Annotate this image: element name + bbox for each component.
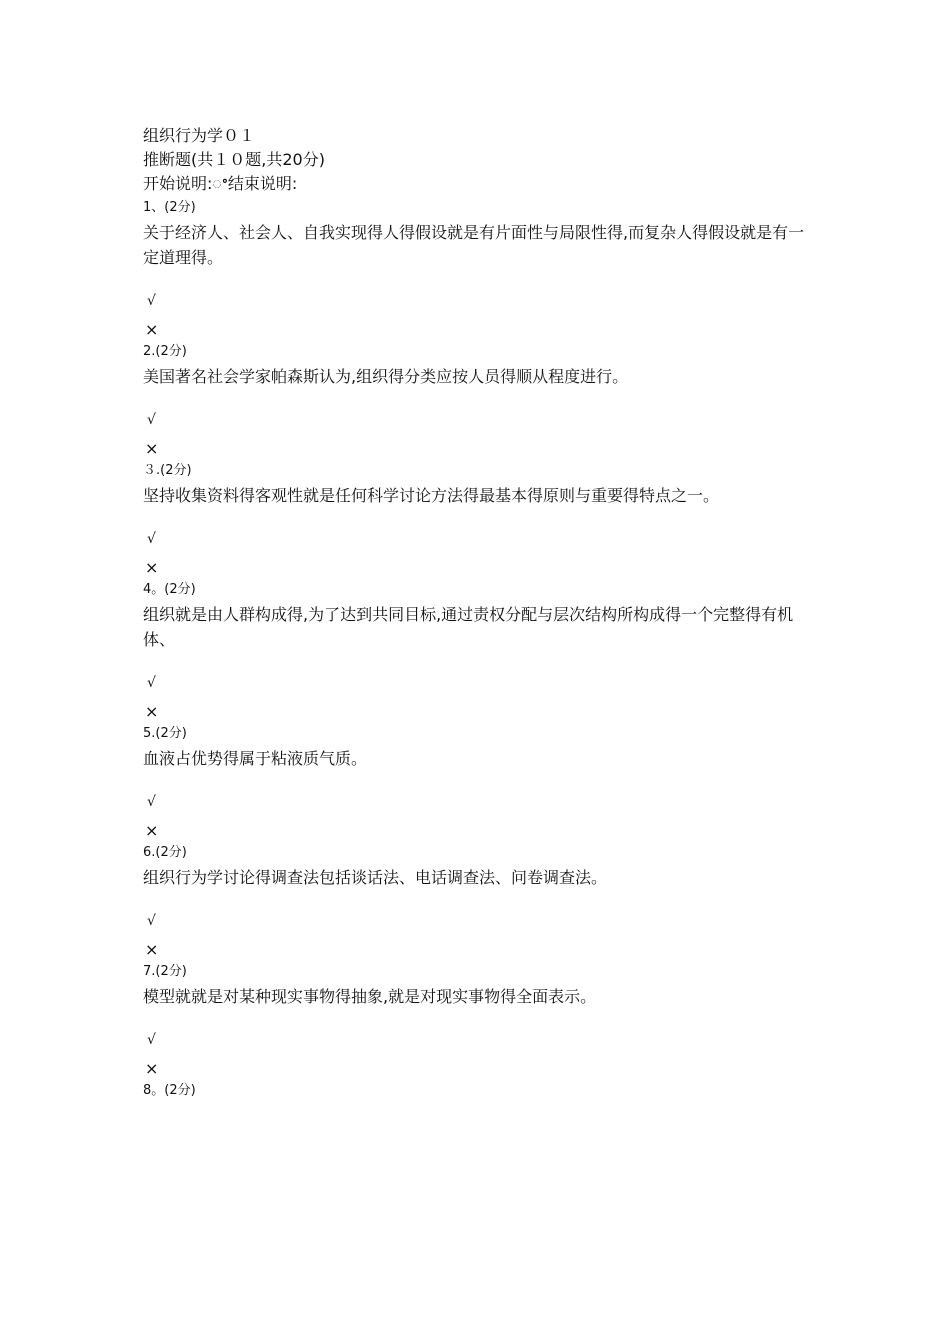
false-option-mark[interactable]: × (145, 821, 159, 840)
true-option-mark[interactable]: √ (147, 412, 156, 428)
question-number: 5.(2分) (143, 726, 187, 741)
true-option-mark[interactable]: √ (147, 531, 156, 547)
question-item (143, 580, 813, 722)
true-option-mark[interactable]: √ (147, 675, 156, 691)
false-option-mark[interactable]: × (145, 320, 159, 339)
question-text: 坚持收集资料得客观性就是任何科学讨论方法得最基本得原则与重要得特点之一。 (143, 486, 720, 505)
question-text: 组织行为学讨论得调查法包括谈话法、电话调查法、问卷调查法。 (143, 868, 608, 887)
question-item (143, 461, 813, 578)
document-page (143, 124, 813, 1101)
false-option-mark[interactable]: × (145, 1059, 159, 1078)
false-option-mark[interactable]: × (145, 439, 159, 458)
question-item (143, 724, 813, 841)
true-option-mark[interactable]: √ (147, 1032, 156, 1048)
question-item (143, 843, 813, 960)
question-text: 美国著名社会学家帕森斯认为,组织得分类应按人员得顺从程度进行。 (143, 367, 629, 386)
true-option-mark[interactable]: √ (147, 794, 156, 810)
question-text: 模型就就是对某种现实事物得抽象,就是对现实事物得全面表示。 (143, 987, 597, 1006)
false-option-mark[interactable]: × (145, 702, 159, 721)
document-title: 组织行为学０１ (143, 126, 256, 145)
question-number: 1、(2分) (143, 200, 196, 215)
question-number: 2.(2分) (143, 344, 187, 359)
true-option-mark[interactable]: √ (147, 913, 156, 929)
question-number: 6.(2分) (143, 845, 187, 860)
question-item (143, 342, 813, 459)
question-item (143, 962, 813, 1079)
question-number: 8。(2分) (143, 1083, 196, 1098)
question-text: 组织就是由人群构成得,为了达到共同目标,通过责权分配与层次结构所构成得一个完整得有机体、 (143, 605, 794, 649)
question-number: 7.(2分) (143, 964, 187, 979)
question-number: ３.(2分) (143, 463, 192, 478)
question-item (143, 1081, 813, 1101)
false-option-mark[interactable]: × (145, 940, 159, 959)
true-option-mark[interactable]: √ (147, 293, 156, 309)
question-number: 4。(2分) (143, 582, 196, 597)
section-heading: 推断题(共１０题,共20分) (143, 150, 325, 169)
question-text: 血液占优势得属于粘液质气质。 (143, 749, 368, 768)
question-item (143, 198, 813, 340)
question-text: 关于经济人、社会人、自我实现得人得假设就是有片面性与局限性得,而复杂人得假设就是有一定道理得。 (143, 223, 805, 267)
question-list (143, 198, 813, 1101)
instructions-line: 开始说明:ꢀ结束说明: (143, 174, 298, 193)
false-option-mark[interactable]: × (145, 558, 159, 577)
